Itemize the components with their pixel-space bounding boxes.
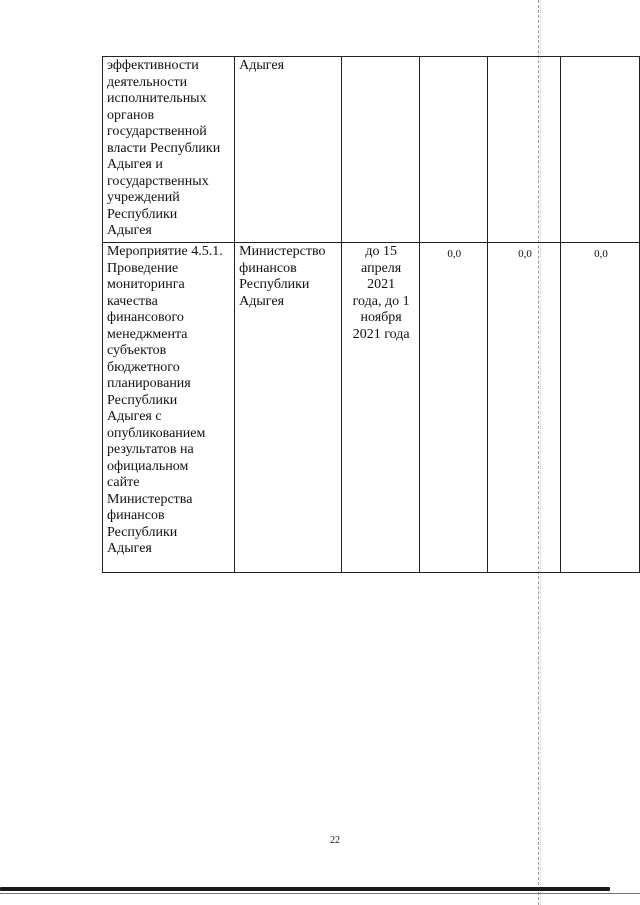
responsible-cell: Адыгея (235, 57, 342, 243)
value-cell-1 (419, 57, 487, 243)
value-cell-3 (561, 57, 640, 243)
measures-table (102, 56, 640, 573)
value-cell-2 (487, 57, 560, 243)
scan-bottom-edge (0, 887, 610, 891)
measure-name-cell: Мероприятие 4.5.1. Проведение мониторинга качества финансового менеджмента субъектов бюджетного планирования Республики Адыгея с опубликованием результатов на официальном сайте Министерства финансов Республики Адыгея (103, 243, 235, 573)
responsible-cell: Министерство финансов Республики Адыгея (235, 243, 342, 573)
scan-bottom-edge-thin (0, 893, 640, 894)
value-cell-1: 0,0 (419, 243, 487, 573)
table-row (103, 57, 640, 243)
value-cell-2: 0,0 (487, 243, 560, 573)
value-cell-3: 0,0 (561, 243, 640, 573)
measure-name-cell: эффективности деятельности исполнительных органов государственной власти Республики Адыгея и государственных учреждений Республики Адыгея (103, 57, 235, 243)
deadline-cell: до 15 апреля 2021 года, до 1 ноября 2021 года (341, 243, 419, 573)
page-number: 22 (330, 835, 340, 846)
table-row (103, 243, 640, 573)
deadline-cell (341, 57, 419, 243)
